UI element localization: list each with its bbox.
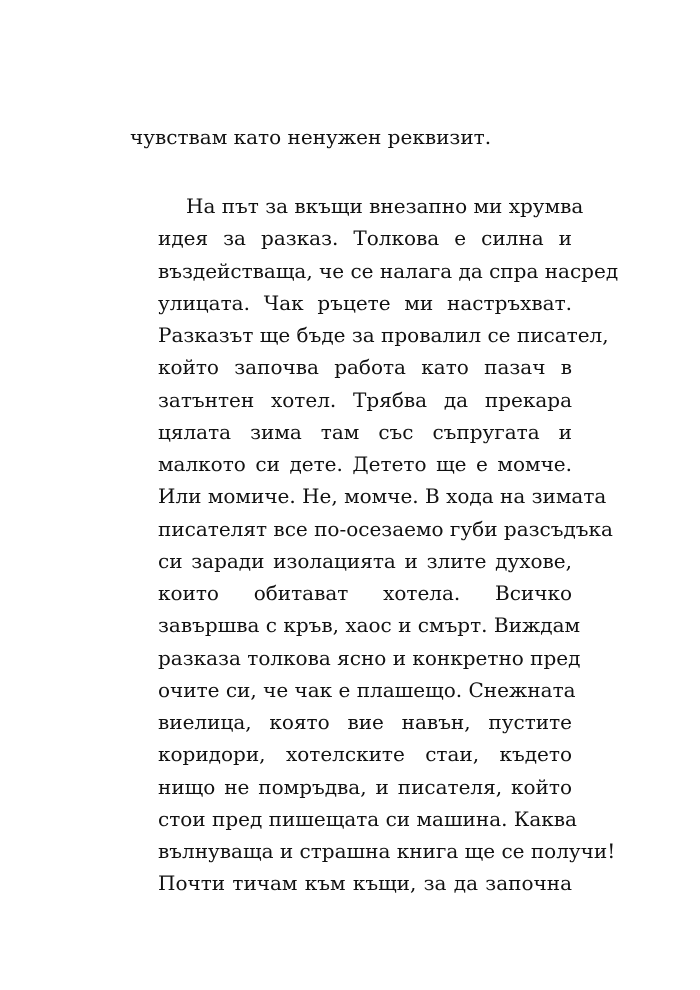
paragraph-line: коридори, хотелските стаи, където <box>158 742 572 767</box>
paragraph-line: Или момиче. Не, момче. В хода на зимата <box>158 484 607 509</box>
paragraph-line: На път за вкъщи внезапно ми хрумва <box>186 194 584 218</box>
paragraph-line: затънтен хотел. Трябва да прекара <box>158 387 572 412</box>
paragraph-line: Разказът ще бъде за провалил се писател, <box>158 323 609 347</box>
paragraph-line: които обитават хотела. Всичко <box>158 581 572 605</box>
paragraph-line: разказа толкова ясно и конкретно пред <box>158 645 581 670</box>
carryover-line: чувствам като ненужен реквизит. <box>130 125 492 149</box>
body-paragraph <box>130 190 619 900</box>
paragraph-line: Почти тичам към къщи, за да започна <box>158 871 572 896</box>
paragraph-line: вълнуваща и страшна книга ще се получи! <box>158 839 616 863</box>
paragraph-line: виелица, която вие навън, пустите <box>158 710 572 734</box>
paragraph-line: писателят все по-осезаемо губи разсъдъка <box>158 516 613 541</box>
paragraph-line: завършва с кръв, хаос и смърт. Виждам <box>158 613 581 638</box>
paragraph-line: цялата зима там със съпругата и <box>158 419 572 444</box>
paragraph-line: улицата. Чак ръцете ми настръхват. <box>158 290 572 315</box>
paragraph-line: въздействаща, че се налага да спра насред <box>158 258 619 283</box>
paragraph-line: нищо не помръдва, и писателя, който <box>158 774 572 799</box>
paragraph-line: си заради изолацията и злите духове, <box>158 548 572 573</box>
paragraph-line: очите си, че чак е плашещо. Снежната <box>158 677 576 702</box>
paragraph-line: стои пред пишещата си машина. Каква <box>158 806 577 831</box>
paragraph-line: малкото си дете. Детето ще е момче. <box>158 452 572 476</box>
paragraph-line: идея за разказ. Толкова е силна и <box>158 226 572 251</box>
paragraph-line: който започва работа като пазач в <box>158 355 572 380</box>
